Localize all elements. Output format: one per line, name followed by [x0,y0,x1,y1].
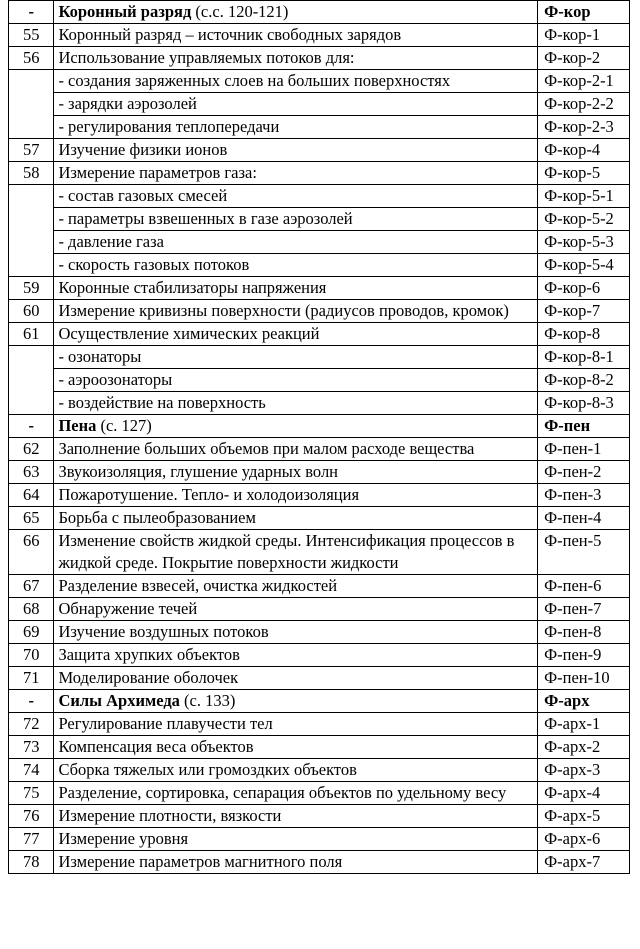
row-number: 63 [9,461,54,484]
row-code: Ф-арх-1 [538,713,630,736]
table-row [9,598,630,621]
section-title: Пена [58,416,97,435]
row-code: Ф-кор-2-1 [538,70,630,93]
row-number: 77 [9,828,54,851]
effects-table [8,0,630,874]
table-row [9,736,630,759]
table-row [9,438,630,461]
row-description: - параметры взвешенных в газе аэрозолей [54,208,538,231]
table-row [9,484,630,507]
row-number: 74 [9,759,54,782]
table-row [9,323,630,346]
section-code: Ф-кор [538,1,630,24]
row-description: Измерение уровня [54,828,538,851]
row-code: Ф-кор-5 [538,162,630,185]
row-description: Борьба с пылеобразованием [54,507,538,530]
subitem-row [9,70,630,93]
table-row [9,162,630,185]
row-number: 76 [9,805,54,828]
row-code: Ф-кор-8-3 [538,392,630,415]
table-row [9,47,630,70]
row-code: Ф-пен-7 [538,598,630,621]
row-code: Ф-кор-7 [538,300,630,323]
row-number: 67 [9,575,54,598]
row-number: 78 [9,851,54,874]
row-number: 68 [9,598,54,621]
row-description: - озонаторы [54,346,538,369]
row-code: Ф-кор-5-1 [538,185,630,208]
row-number [9,392,54,415]
row-code: Ф-кор-8-1 [538,346,630,369]
row-description: Измерение плотности, вязкости [54,805,538,828]
table-row [9,461,630,484]
section-title-cell [54,415,538,438]
row-code: Ф-кор-4 [538,139,630,162]
table-row [9,782,630,805]
row-code: Ф-арх-3 [538,759,630,782]
row-number [9,369,54,392]
row-number: 59 [9,277,54,300]
subitem-row [9,231,630,254]
row-description: Компенсация веса объектов [54,736,538,759]
table-row [9,277,630,300]
row-description: - зарядки аэрозолей [54,93,538,116]
table-row [9,139,630,162]
section-header-row [9,690,630,713]
row-code: Ф-арх-4 [538,782,630,805]
row-number: 64 [9,484,54,507]
subitem-row [9,185,630,208]
row-number: 66 [9,530,54,575]
row-code: Ф-кор-2-3 [538,116,630,139]
section-page-ref: (с. 127) [96,416,152,435]
table-row [9,713,630,736]
row-code: Ф-пен-6 [538,575,630,598]
row-number [9,346,54,369]
section-title-cell [54,1,538,24]
row-description: Измерение кривизны поверхности (радиусов проводов, кромок) [54,300,538,323]
row-description: - аэроозонаторы [54,369,538,392]
table-row [9,828,630,851]
row-number [9,185,54,208]
row-description: Измерение параметров магнитного поля [54,851,538,874]
row-code: Ф-арх-7 [538,851,630,874]
table-row [9,24,630,47]
row-description: - регулирования теплопередачи [54,116,538,139]
subitem-row [9,208,630,231]
row-number [9,254,54,277]
row-description: Пожаротушение. Тепло- и холодоизоляция [54,484,538,507]
row-code: Ф-кор-5-2 [538,208,630,231]
row-number: 62 [9,438,54,461]
row-code: Ф-кор-8 [538,323,630,346]
row-description: Защита хрупких объектов [54,644,538,667]
row-description: Звукоизоляция, глушение ударных волн [54,461,538,484]
row-code: Ф-арх-2 [538,736,630,759]
row-number: 71 [9,667,54,690]
row-number: 58 [9,162,54,185]
table-row [9,507,630,530]
row-number [9,116,54,139]
section-header-row [9,1,630,24]
table-row [9,575,630,598]
row-number: 57 [9,139,54,162]
row-description: Моделирование оболочек [54,667,538,690]
row-description: Осуществление химических реакций [54,323,538,346]
row-number: - [9,1,54,24]
row-number [9,208,54,231]
row-code: Ф-кор-2-2 [538,93,630,116]
row-number: - [9,415,54,438]
subitem-row [9,93,630,116]
subitem-row [9,254,630,277]
row-code: Ф-арх-6 [538,828,630,851]
row-code: Ф-пен-9 [538,644,630,667]
row-description: Сборка тяжелых или громоздких объектов [54,759,538,782]
row-description: Изменение свойств жидкой среды. Интенсификация процессов в жидкой среде. Покрытие поверхности жидкости [54,530,538,575]
row-code: Ф-кор-1 [538,24,630,47]
row-number: - [9,690,54,713]
row-code: Ф-пен-10 [538,667,630,690]
row-number: 55 [9,24,54,47]
row-number: 65 [9,507,54,530]
row-code: Ф-арх-5 [538,805,630,828]
section-code: Ф-пен [538,415,630,438]
effects-table-body [9,1,630,874]
table-row [9,644,630,667]
row-code: Ф-кор-5-3 [538,231,630,254]
row-description: Разделение взвесей, очистка жидкостей [54,575,538,598]
row-number: 69 [9,621,54,644]
row-code: Ф-кор-6 [538,277,630,300]
row-number [9,70,54,93]
section-code: Ф-арх [538,690,630,713]
row-code: Ф-пен-4 [538,507,630,530]
row-description: Использование управляемых потоков для: [54,47,538,70]
row-number: 60 [9,300,54,323]
row-number: 56 [9,47,54,70]
row-number [9,231,54,254]
row-code: Ф-кор-5-4 [538,254,630,277]
row-code: Ф-пен-5 [538,530,630,575]
row-description: Регулирование плавучести тел [54,713,538,736]
row-description: Измерение параметров газа: [54,162,538,185]
table-row [9,667,630,690]
row-code: Ф-пен-8 [538,621,630,644]
row-description: Изучение физики ионов [54,139,538,162]
section-page-ref: (с.с. 120-121) [191,2,289,21]
section-header-row [9,415,630,438]
table-row [9,530,630,575]
table-row [9,851,630,874]
subitem-row [9,392,630,415]
row-description: Изучение воздушных потоков [54,621,538,644]
row-number: 72 [9,713,54,736]
table-row [9,759,630,782]
subitem-row [9,346,630,369]
section-page-ref: (с. 133) [179,691,236,710]
row-code: Ф-кор-2 [538,47,630,70]
row-description: - состав газовых смесей [54,185,538,208]
subitem-row [9,369,630,392]
row-code: Ф-пен-3 [538,484,630,507]
row-description: Разделение, сортировка, сепарация объектов по удельному весу [54,782,538,805]
row-number: 75 [9,782,54,805]
row-description: - воздействие на поверхность [54,392,538,415]
row-number: 70 [9,644,54,667]
row-description: - создания заряженных слоев на больших поверхностях [54,70,538,93]
row-description: Обнаружение течей [54,598,538,621]
section-title: Силы Архимеда [58,691,180,710]
row-description: - давление газа [54,231,538,254]
row-code: Ф-пен-1 [538,438,630,461]
row-description: Коронный разряд – источник свободных зарядов [54,24,538,47]
table-row [9,805,630,828]
table-row [9,621,630,644]
row-code: Ф-кор-8-2 [538,369,630,392]
row-code: Ф-пен-2 [538,461,630,484]
row-description: Заполнение больших объемов при малом расходе вещества [54,438,538,461]
row-number: 73 [9,736,54,759]
section-title-cell [54,690,538,713]
table-row [9,300,630,323]
row-number [9,93,54,116]
section-title: Коронный разряд [58,2,192,21]
row-description: - скорость газовых потоков [54,254,538,277]
row-number: 61 [9,323,54,346]
subitem-row [9,116,630,139]
row-description: Коронные стабилизаторы напряжения [54,277,538,300]
